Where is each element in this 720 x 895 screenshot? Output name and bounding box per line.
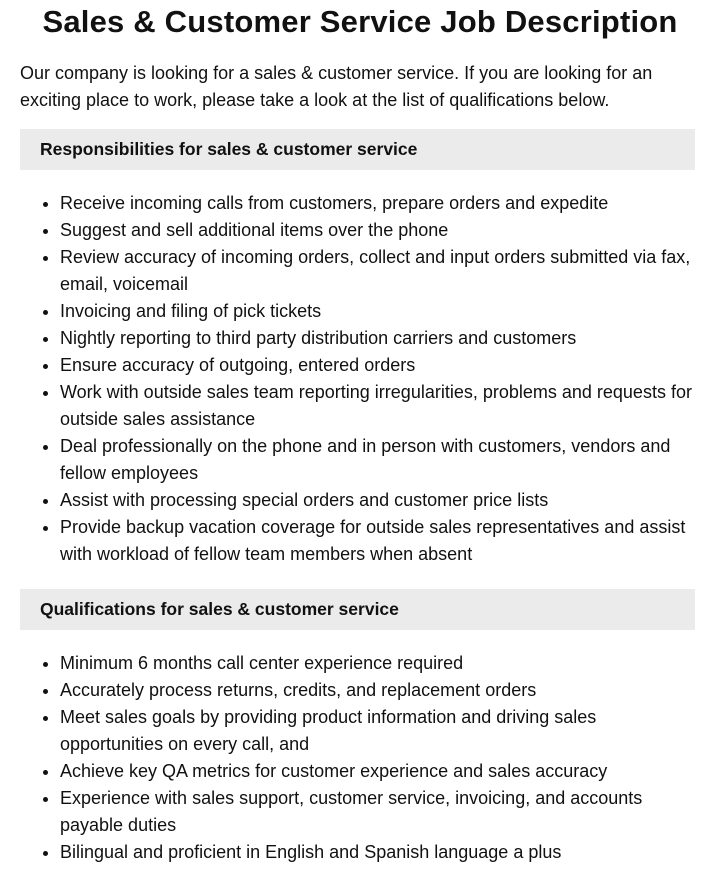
list-item: • Assist with processing special orders and customer price lists: [60, 487, 700, 514]
list-item: • Review accuracy of incoming orders, collect and input orders submitted via fax, email, voicemail: [60, 244, 700, 298]
responsibilities-list: [20, 190, 700, 568]
list-item: • Receive incoming calls from customers, prepare orders and expedite: [60, 190, 700, 217]
responsibilities-heading: Responsibilities for sales & customer service: [20, 129, 695, 170]
qualifications-heading: Qualifications for sales & customer service: [20, 589, 695, 630]
list-item: • Suggest and sell additional items over the phone: [60, 217, 700, 244]
list-item: • Nightly reporting to third party distribution carriers and customers: [60, 325, 700, 352]
list-item: • Deal professionally on the phone and in person with customers, vendors and fellow employees: [60, 433, 700, 487]
list-item: • Work with outside sales team reporting irregularities, problems and requests for outside sales assistance: [60, 379, 700, 433]
list-item: • Invoicing and filing of pick tickets: [60, 298, 700, 325]
page-title: Sales & Customer Service Job Description: [42, 4, 678, 39]
list-item: • Meet sales goals by providing product information and driving sales opportunities on every call, and: [60, 704, 700, 758]
qualifications-list: [20, 650, 700, 866]
list-item: • Minimum 6 months call center experience required: [60, 650, 700, 677]
list-item: • Accurately process returns, credits, and replacement orders: [60, 677, 700, 704]
intro-text: Our company is looking for a sales & customer service. If you are looking for an exciting place to work, please take a look at the list of qualifications below.: [20, 63, 653, 110]
list-item: • Experience with sales support, customer service, invoicing, and accounts payable duties: [60, 785, 700, 839]
list-item: • Provide backup vacation coverage for outside sales representatives and assist with workload of fellow team members when absent: [60, 514, 700, 568]
list-item: • Ensure accuracy of outgoing, entered orders: [60, 352, 700, 379]
list-item: • Achieve key QA metrics for customer experience and sales accuracy: [60, 758, 700, 785]
list-item: • Bilingual and proficient in English and Spanish language a plus: [60, 839, 700, 866]
